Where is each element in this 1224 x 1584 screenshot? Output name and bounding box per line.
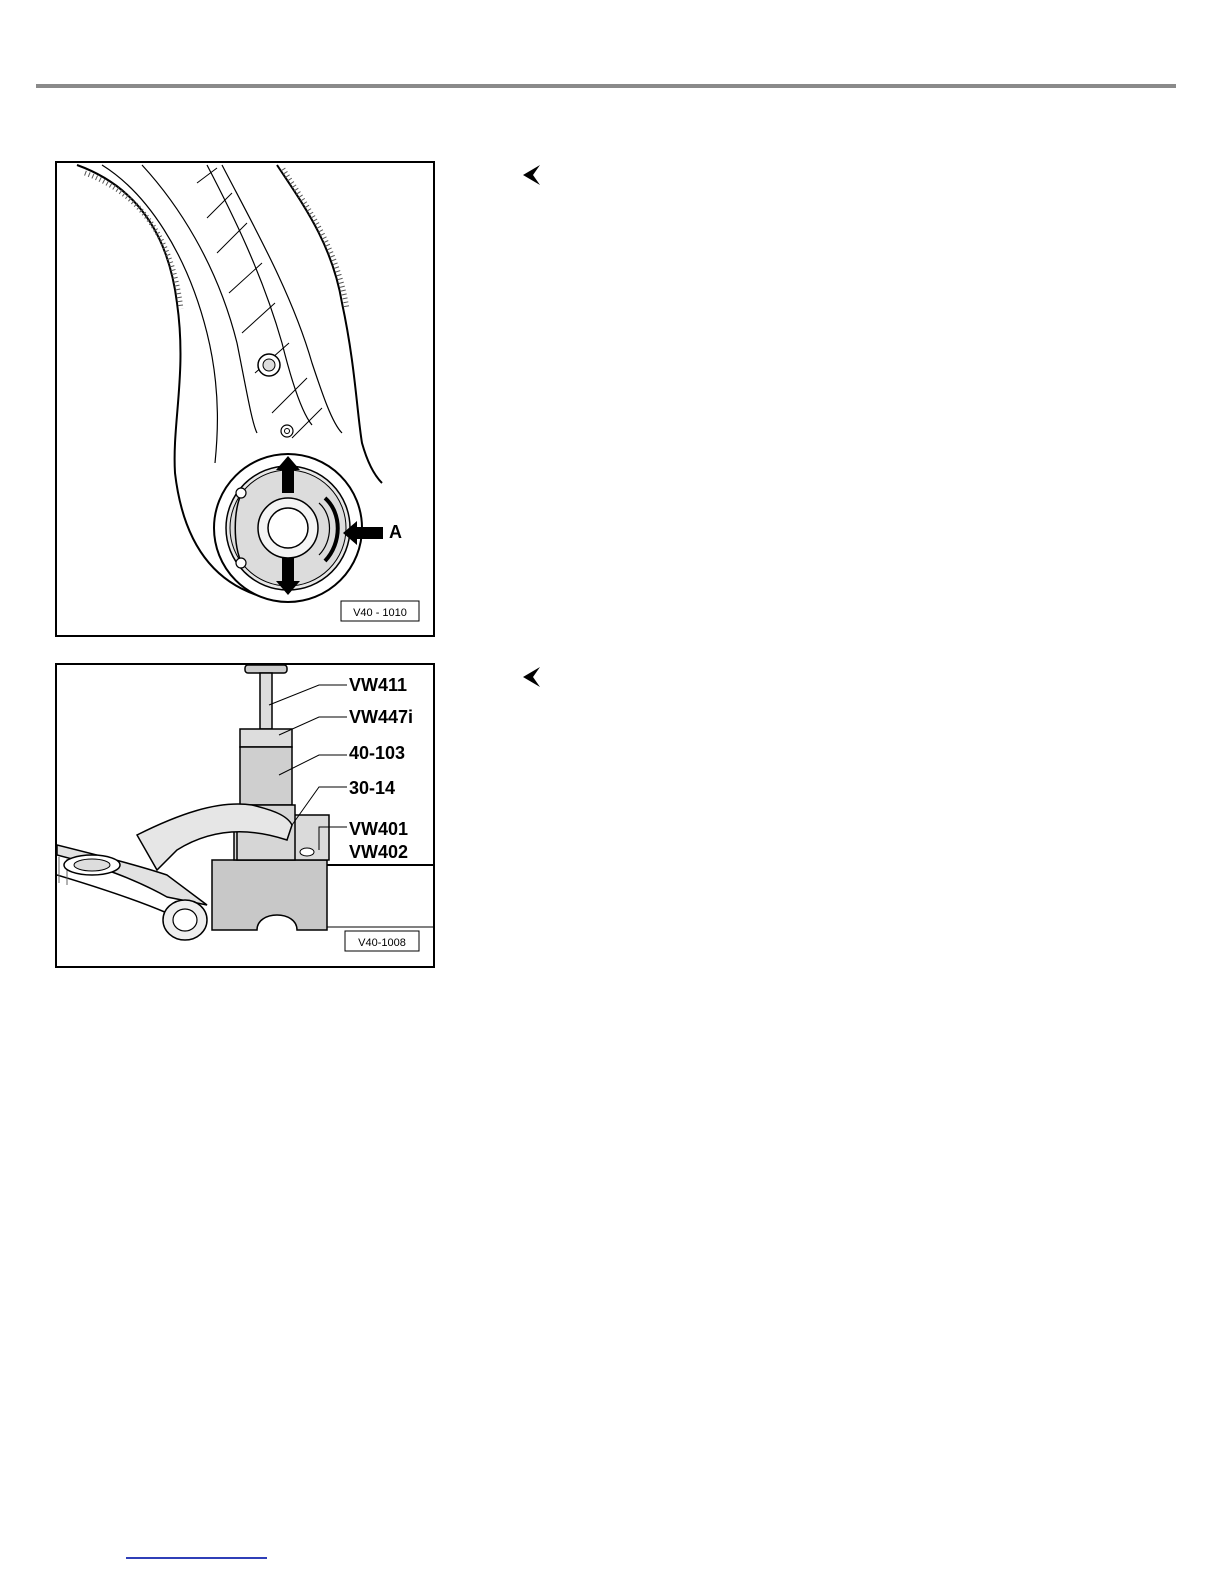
tool-label-30-14: 30-14 [349,778,396,798]
tool-label-vw402: VW402 [349,842,409,862]
pointer-arrow-icon [520,163,544,187]
header-rule [36,84,1176,88]
figure-bushing-orientation [55,161,435,637]
tool-label-vw411: VW411 [349,675,408,695]
figure-code: V40 - 1010 [353,607,407,619]
figure-code: V40-1008 [358,937,406,949]
bushing-illustration [57,163,433,635]
footer-link-underline[interactable] [126,1557,267,1559]
press-tools-illustration [57,665,433,966]
callout-a: A [389,522,402,542]
pointer-arrow-icon [520,665,544,689]
tool-label-vw447i: VW447i [349,707,414,727]
figure-press-tools [55,663,435,968]
tool-label-vw401: VW401 [349,819,409,839]
tool-label-40-103: 40-103 [349,743,406,763]
